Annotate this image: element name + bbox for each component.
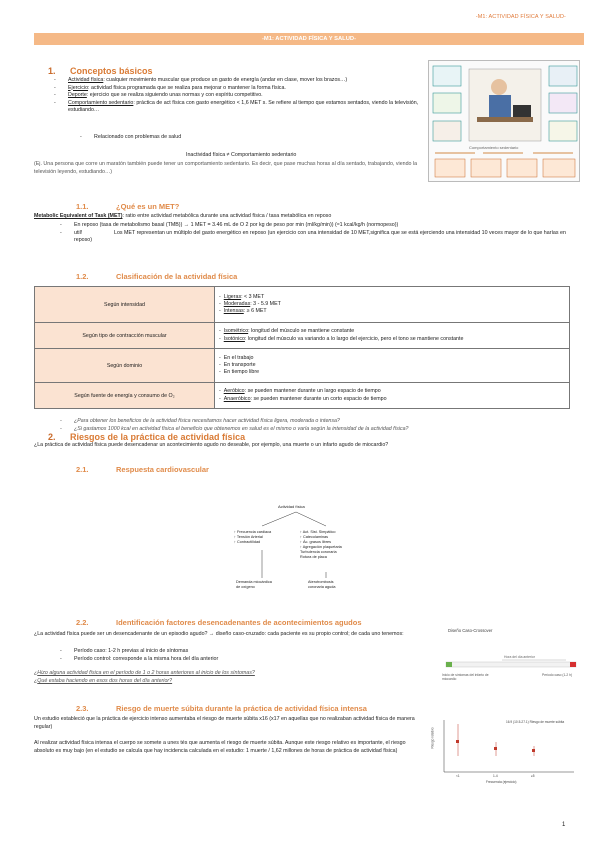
- diagram-bottom-item: Aterotrombosis: [308, 580, 334, 584]
- value: En tiempo libre: [223, 369, 260, 376]
- row-label: Según tipo de contracción muscular: [35, 323, 215, 349]
- sudden-death-study: Un estudio estableció que la práctica de ejercicio intenso aumentaba el riesgo de muerte súbita x16 (x17 en aquellas que no realizaban actividad física de manera regular): [34, 716, 415, 730]
- question-2: ¿Qué estaba haciendo en esos dos horas del día anterior?: [34, 678, 173, 684]
- row-values: - En el trabajo - En transporte - En tiempo libre: [215, 349, 570, 383]
- risk-chart-title: 16.9 (10.5-27.1) Riesgo de muerte súbita: [506, 720, 565, 724]
- section-title: ¿Qué es un MET?: [116, 202, 180, 211]
- questions-list: [60, 418, 572, 433]
- definition: : actividad física programada que se realiza para mejorar o mantener la forma física.: [88, 84, 286, 91]
- met-definition: [34, 213, 574, 221]
- section-number: 1.: [48, 66, 56, 76]
- figure-title: Diseño Caso-Crossover: [448, 628, 493, 633]
- figure-right-label: Período caso (1-2 h): [542, 673, 573, 677]
- risk-chart-xlabel: Frecuencia (ejercicio): [486, 780, 517, 784]
- list-item: [54, 100, 419, 115]
- question-text: Qué estaba haciendo en esos dos horas del día anterior?: [37, 678, 173, 684]
- sub-bullet: - Relacionado con problemas de salud: [80, 134, 182, 140]
- definition: : práctica de act física con gasto energético < 1,6 MET s. Se refiere al tiempo que estamos sentados, viendo la televisión, estudiando…: [68, 99, 419, 114]
- risk-chart-tick: <1: [456, 774, 460, 778]
- diagram-right-item: Turbulencia coronaria: [300, 550, 337, 554]
- diagram-right-item: ↑ Catecolaminas: [300, 535, 329, 539]
- row-label: Según intensidad: [35, 287, 215, 323]
- list-item: [60, 648, 430, 656]
- list-item: [54, 92, 419, 100]
- term: Metabolic Equivalent of Task (MET): [34, 213, 123, 219]
- definition: : ejercicio que se realiza siguiendo unas normas y con espíritu competitivo.: [86, 92, 263, 99]
- row-values: - Ligeras: < 3 MET - Moderadas: 3 - 5.9 MET - Intensas: ≥ 6 MET: [215, 287, 570, 323]
- diagram-bottom-item: coronaria aguda: [308, 585, 336, 589]
- list-item: [60, 222, 572, 230]
- concepts-list: [54, 77, 419, 115]
- list-item-text: En reposo (tasa de metabolismo basal (TMB)) → 1 MET = 3.46 mL de O 2 por kg de peso por min (ml/kg/min)) (≈1 kcal/kg/h (normopeso)): [74, 222, 399, 228]
- figure-caption: Hora del día anterior: [504, 655, 535, 659]
- diagram-bottom-left: [236, 580, 272, 590]
- section-number: 2.3.: [76, 704, 89, 713]
- illustration-graphic: [429, 61, 581, 183]
- diagram-right-item: Rotura de placa: [300, 555, 327, 559]
- section-title: Riesgos de la práctica de actividad física: [70, 432, 246, 442]
- section-1-2-heading: [76, 272, 237, 281]
- value: : se pueden mantener durante un corto espacio de tiempo: [250, 395, 387, 402]
- diagram-left: [234, 530, 292, 545]
- section-2-lead: ¿La práctica de actividad física puede desencadenar un acontecimiento agudo no deseable, por ejemplo, una muerte o un infarto agudo de miocardio?: [34, 442, 389, 448]
- sedentary-illustration: [428, 60, 580, 182]
- section-2-2-lead: ¿La actividad física puede ser un desencadenante de un episodio agudo? → diseño caso-cruzado: cada paciente es su propio control; de cada uno tenemos:: [34, 631, 404, 637]
- definition: : ratio entre actividad metabólica durante una actividad física / tasa metabólica en reposo: [122, 213, 332, 219]
- definition: : cualquier movimiento muscular que produce un gasto de energía (andar en clase, mover los brazos…): [103, 77, 348, 83]
- classification-table: [34, 286, 570, 409]
- risk-chart: [430, 716, 580, 788]
- section-title: Identificación factores desencadenantes de acontecimientos agudos: [116, 618, 362, 627]
- list-item-text: Período caso: 1-2 h previas al inicio de síntomas: [74, 648, 189, 654]
- section-2-heading: [48, 432, 245, 442]
- met-list: [60, 222, 572, 245]
- diagram-right-item: ↑ Agregación plaquetaria: [300, 545, 342, 549]
- value: : longitud del músculo va variando a lo largo del ejercicio, pero el tono se mantiene constante: [244, 335, 464, 342]
- risk-chart-tick: ≥5: [531, 774, 535, 778]
- list-item: [60, 230, 572, 245]
- table-row: [35, 383, 570, 409]
- question-1: ¿Hizo alguna actividad física en el período de 1 o 2 horas anteriores al inicio de los síntomas?: [34, 670, 255, 676]
- question-text: ¿Para obtener los beneficios de la actividad física necesitamos hacer actividad física ligera, moderada o intensa?: [74, 418, 340, 424]
- sub-bullet-text: Relacionado con problemas de salud: [94, 134, 182, 140]
- value: : 3 - 5.9 MET: [250, 300, 281, 307]
- row-label: Según fuente de energía y consumo de O₂: [35, 383, 215, 409]
- section-number: 1.2.: [76, 272, 89, 281]
- term: Aeróbico: [223, 388, 245, 395]
- diagram-left-item: ↑ Tensión Arterial: [234, 535, 263, 539]
- risk-chart-tick: 1-4: [493, 774, 498, 778]
- question-text: ¿Si gastamos 1000 kcal en actividad física el beneficio que obtenemos en salud es el mismo o varía según la intensidad de la actividad física?: [74, 425, 409, 432]
- diagram-right-item: ↑ Ác. grasos libres: [300, 540, 332, 544]
- value: : < 3 MET: [241, 293, 265, 300]
- list-item: [60, 656, 430, 664]
- question: [60, 418, 572, 426]
- risk-chart-graphic: [430, 716, 580, 788]
- example-text: (Ej. Una persona que corre un maratón también puede tener un comportamiento sedentario. Es decir, que pase muchas horas al día sentado, trabajando, viendo la televisión leyendo, estudiando…): [34, 161, 418, 175]
- section-1-heading: [48, 66, 153, 76]
- section-title: Riesgo de muerte súbita durante la práctica de actividad física intensa: [116, 704, 367, 713]
- value: En el trabajo: [223, 354, 254, 361]
- section-number: 1.1.: [76, 202, 89, 211]
- section-2-1-heading: [76, 465, 209, 474]
- list-item: [54, 85, 419, 93]
- title-banner: -M1: ACTIVIDAD FÍSICA Y SALUD-: [34, 33, 584, 45]
- term: Intensas: [223, 308, 244, 315]
- running-header: -M1: ACTIVIDAD FÍSICA Y SALUD-: [475, 14, 566, 20]
- term: Actividad física: [68, 77, 104, 83]
- center-note: Inactividad física ≠ Comportamiento sedentario: [186, 152, 297, 158]
- period-list: [60, 648, 430, 663]
- section-title: Clasificación de la actividad física: [116, 272, 238, 281]
- section-2-2-heading: [76, 618, 362, 627]
- section-1-1-heading: [76, 202, 179, 211]
- diagram-right-item: ↑ Act. Sist. Simpático: [300, 530, 336, 534]
- section-number: 2.2.: [76, 618, 89, 627]
- section-number: 2.1.: [76, 465, 89, 474]
- section-title: Conceptos básicos: [70, 66, 153, 76]
- figure-left-label: Inicio de síntomas del infarto de miocardio: [442, 673, 489, 681]
- diagram-right: [300, 530, 360, 560]
- page-number: 1: [562, 822, 566, 828]
- timeline-graphic: [442, 658, 580, 672]
- term: Comportamiento sedentario: [68, 99, 134, 106]
- illustration-caption: Comportamiento sedentario: [469, 145, 519, 150]
- term: Moderadas: [223, 300, 251, 307]
- sudden-death-explanation: Al realizar actividad física intensa el cuerpo se somete a unes tés que aumenta el riesgo de muerte súbita. Aunque este riesgo relativo es importante, el riesgo absoluto es muy bajo (en el estudio se calcula que hay incidencia calculada en el estudio: 1 muerte / 1,62 millones de horas de práctica de actividad física): [34, 740, 406, 754]
- diagram-left-item: ↑ Contractilidad: [234, 540, 261, 544]
- term: Isométrico: [223, 328, 249, 335]
- value: : se pueden mantener durante un largo espacio de tiempo: [244, 388, 381, 395]
- value: En transporte: [223, 361, 256, 368]
- table-row: [35, 349, 570, 383]
- cardio-diagram: [234, 502, 358, 594]
- section-2-3-heading: [76, 704, 367, 713]
- diagram-left-item: ↑ Frecuencia cardiaca: [234, 530, 272, 534]
- diagram-bottom-item: de oxígeno: [236, 585, 255, 589]
- section-title: Respuesta cardiovascular: [116, 465, 209, 474]
- term: Ejercicio: [68, 84, 89, 91]
- value: : ≥ 6 MET: [243, 308, 267, 315]
- row-values: - Isométrico: longitud del músculo se mantiene constante - Isotónico: longitud del músculo va variando a lo largo del ejercicio, pero el tono se mantiene constante: [215, 323, 570, 349]
- list-item-text: Período control: corresponde a la misma hora del día anterior: [74, 655, 219, 662]
- diagram-bottom-item: Demanda miocárdica: [236, 580, 272, 584]
- note-prefix: util!: [74, 229, 83, 236]
- row-label: Según dominio: [35, 349, 215, 383]
- risk-chart-ylabel: Riesgo relativo: [430, 727, 435, 749]
- section-number: 2.: [48, 432, 56, 442]
- term: Anaeróbico: [223, 395, 251, 402]
- question-text: Hizo alguna actividad física en el período de 1 o 2 horas anteriores al inicio de los síntomas?: [37, 670, 255, 676]
- table-row: [35, 287, 570, 323]
- case-crossover-figure: [442, 628, 580, 690]
- table-row: [35, 323, 570, 349]
- value: : longitud del músculo se mantiene constante: [248, 328, 355, 335]
- term: Isotónico: [223, 335, 245, 342]
- term: Ligeras: [223, 293, 242, 300]
- list-item-text: Los MET representan un múltiplo del gasto energético en reposo (un ejercicio con una intensidad de 10 MET,significa que se está ejerciendo una intensidad 10 veces mayor de lo que harías en reposo): [74, 229, 566, 244]
- row-values: - Aeróbico: se pueden mantener durante un largo espacio de tiempo - Anaeróbico: se pueden mantener durante un corto espacio de tiempo: [215, 383, 570, 409]
- list-item: [54, 77, 419, 85]
- diagram-bottom-right: [308, 580, 335, 590]
- diagram-top: Actividad física: [278, 504, 305, 509]
- term: Deporte: [68, 92, 87, 99]
